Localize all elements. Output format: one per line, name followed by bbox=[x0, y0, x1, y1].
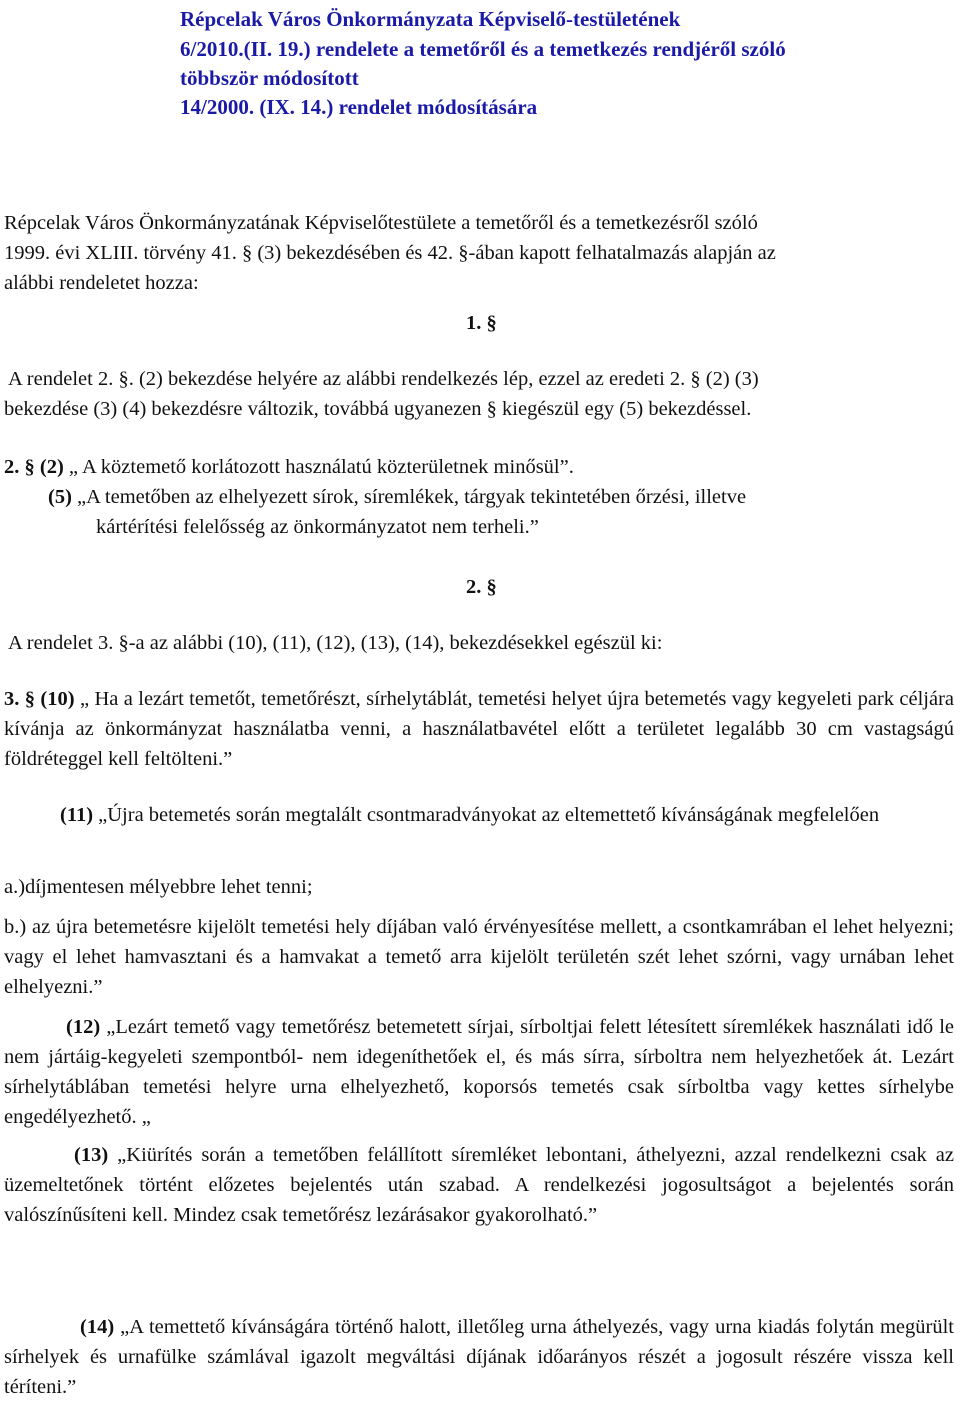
paragraph-14-text: „A temettető kívánságára történő halott, illetőleg urna áthelyezés, vagy urna kiadás folytán megürült sírhelyek és urnafülke számlával igazolt megváltási díjának időarányos részét a jogosult részére vissza kell téríteni.” bbox=[4, 1316, 954, 1398]
paragraph-2-2-text: „ A köztemető korlátozott használatú közterületnek minősül”. bbox=[63, 456, 574, 478]
paragraph-14 bbox=[4, 1312, 954, 1402]
preamble-line-3: alábbi rendeletet hozza: bbox=[4, 272, 199, 294]
paragraph-12-number: (12) bbox=[66, 1016, 101, 1038]
paragraph-11-item-b: b.) az újra betemetésre kijelölt temetési hely díjában való érvényesítése mellett, a csontkamrában el lehet helyezni; vagy el lehet hamvasztani és a hamvakat a temető arra kijelölt területén szét lehet szórni, vagy urnában lehet elhelyezni.” bbox=[4, 916, 954, 998]
paragraph-13-number: (13) bbox=[74, 1144, 109, 1166]
paragraph-13-text: „Kiürítés során a temetőben felállított síremléket lebontani, áthelyezni, azzal rendelkezni csak az üzemeltetőnek történt előzetes bejelentés után szabad. A rendelkezési jogosultságot a bejelentés során valószínűsíteni kell. Mindez csak temetőrész lezárásakor gyakorolható.” bbox=[4, 1144, 954, 1226]
paragraph-10-number: 3. § (10) bbox=[4, 688, 75, 710]
title-line-4: 14/2000. (IX. 14.) rendelet módosítására bbox=[180, 95, 538, 119]
paragraph-11-number: (11) bbox=[60, 804, 94, 826]
paragraph-11-text: „Újra betemetés során megtalált csontmaradványokat az eltemettető kívánságának megfelelően bbox=[93, 804, 880, 826]
title-line-2: 6/2010.(II. 19.) rendelete a temetőről és a temetkezés rendjéről szóló bbox=[180, 37, 786, 61]
paragraph-12 bbox=[4, 1012, 954, 1132]
paragraph-12-text: „Lezárt temető vagy temetőrész betemetett sírjai, sírboltjai felett létesített síremlékek használati idő le nem jártáig-kegyeleti szempontból- nem idegeníthetőek el, és más sírra, sírboltra nem helyezhetőek át. Lezárt sírhelytáblában temetési helyre urna elhelyezhető, koporsós temetés csak sírboltba vagy kettes sírhelybe engedélyezhető. „ bbox=[4, 1016, 954, 1128]
paragraph-14-number: (14) bbox=[80, 1316, 115, 1338]
paragraph-2-2 bbox=[4, 452, 574, 482]
paragraph-2-5-text-1: „A temetőben az elhelyezett sírok, síremlékek, tárgyak tekintetében őrzési, illetve bbox=[71, 486, 747, 508]
paragraph-2-5-line-1 bbox=[48, 482, 746, 512]
section-2-heading: 2. § bbox=[466, 576, 497, 598]
section-1-text-line-2: bekezdése (3) (4) bekezdésre változik, továbbá ugyanezen § kiegészül egy (5) bekezdéssel. bbox=[4, 398, 752, 420]
paragraph-13 bbox=[4, 1140, 954, 1230]
paragraph-10-text: „ Ha a lezárt temetőt, temetőrészt, sírhelytáblát, temetési helyet újra betemetés vagy kegyeleti park céljára kívánja az önkormányzat használatba venni, a használatbavétel előtt a területet legalább 30 cm vastagságú földréteggel kell feltölteni.” bbox=[4, 688, 955, 770]
paragraph-2-5-number: (5) bbox=[48, 486, 72, 508]
preamble-line-2: 1999. évi XLIII. törvény 41. § (3) bekezdésében és 42. §-ában kapott felhatalmazás alapján az bbox=[4, 242, 776, 264]
paragraph-2-2-number: 2. § (2) bbox=[4, 456, 64, 478]
section-2-intro: A rendelet 3. §-a az alábbi (10), (11), (12), (13), (14), bekezdésekkel egészül ki: bbox=[8, 632, 663, 654]
section-1-heading: 1. § bbox=[466, 312, 497, 334]
paragraph-11 bbox=[4, 800, 954, 830]
paragraph-11-item-a: a.)díjmentesen mélyebbre lehet tenni; bbox=[4, 876, 313, 898]
title-line-1: Répcelak Város Önkormányzata Képviselő-testületének bbox=[180, 7, 681, 31]
section-1-text-line-1: A rendelet 2. §. (2) bekezdése helyére az alábbi rendelkezés lép, ezzel az eredeti 2. § (2) (3) bbox=[8, 368, 759, 390]
preamble-line-1: Répcelak Város Önkormányzatának Képviselőtestülete a temetőről és a temetkezésről szóló bbox=[4, 212, 758, 234]
paragraph-10 bbox=[4, 684, 954, 774]
title-line-3: többször módosított bbox=[180, 66, 359, 90]
paragraph-2-5-line-2: kártérítési felelősség az önkormányzatot nem terheli.” bbox=[96, 516, 539, 538]
